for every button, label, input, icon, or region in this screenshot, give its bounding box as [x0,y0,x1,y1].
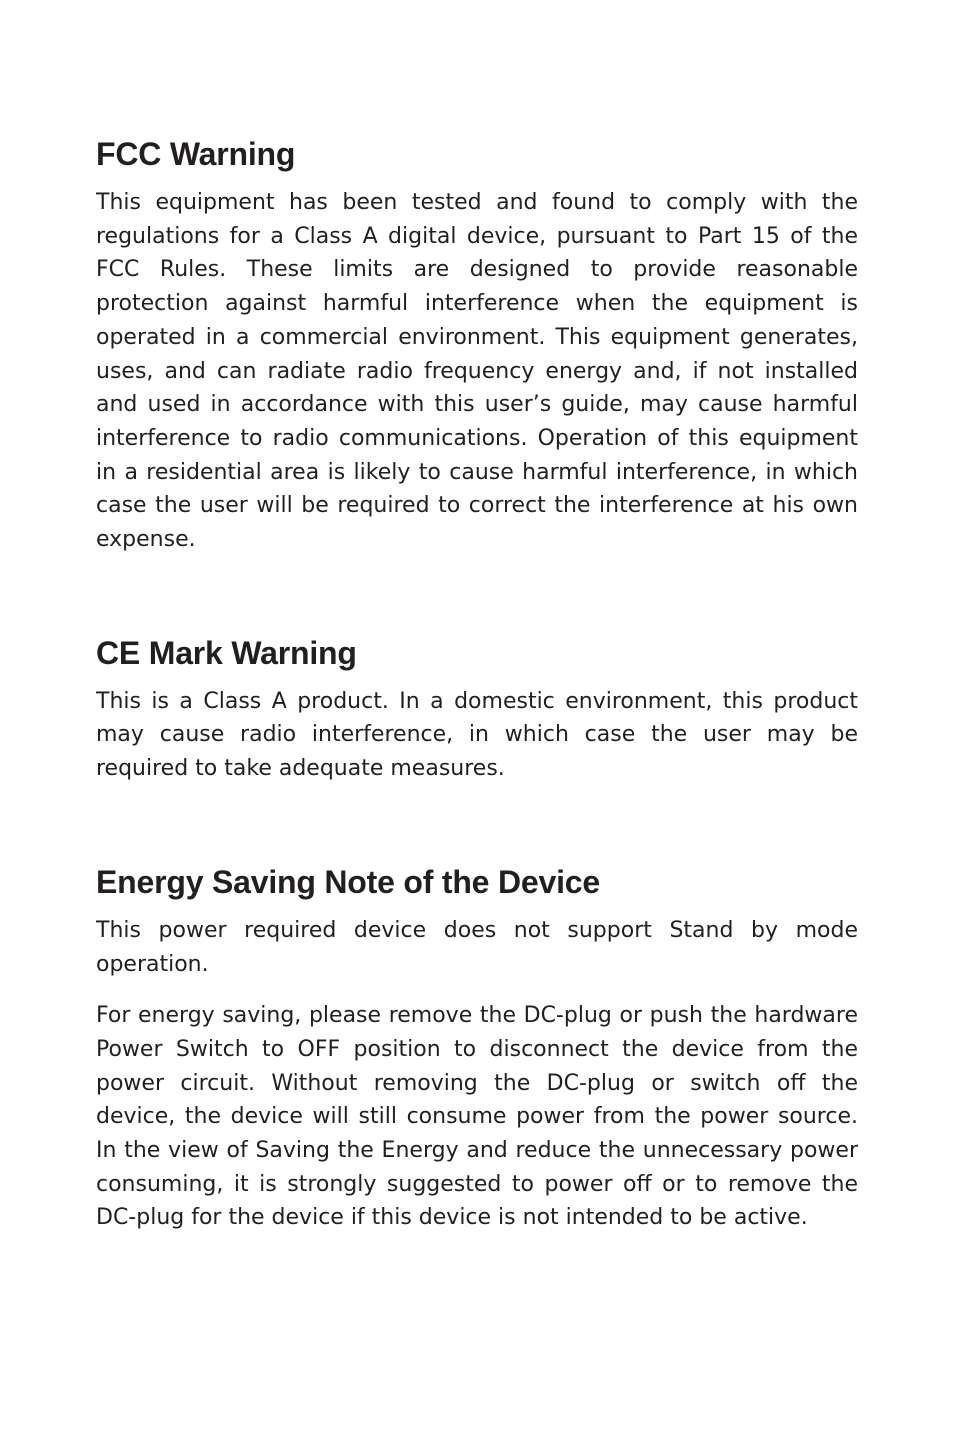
section-paragraph: This is a Class A product. In a domestic environment, this product may cause radio interference, in which case the user may be required to take adequate measures. [96,688,858,782]
section-paragraph: For energy saving, please remove the DC-plug or push the hardware Power Switch to OFF position to disconnect the device from the power circuit. Without removing the DC-plug or switch off the device, the device will still consume power from the power source. In the view of Saving the Energy and reduce the unnecessary power consuming, it is strongly suggested to power off or to remove the DC-plug for the device if this device is not intended to be active. [96,1003,858,1231]
section-title: CE Mark Warning [96,634,357,671]
section-paragraph: This equipment has been tested and found to comply with the regulations for a Class A digital device, pursuant to Part 15 of the FCC Rules. These limits are designed to provide reasonable protection against harmful interference when the equipment is operated in a commercial environment. This equipment generates, uses, and can radiate radio frequency energy and, if not installed and used in accordance with this user’s guide, may cause harmful interference to radio communications. Operation of this equipment in a residential area is likely to cause harmful interference, in which case the user will be required to correct the interference at his own expense. [96,190,858,553]
section-title: Energy Saving Note of the Device [96,863,600,900]
document-page [96,134,858,1235]
ce-mark-warning-section [96,633,858,786]
energy-saving-note-section [96,862,858,1235]
section-paragraph: This power required device does not support Stand by mode operation. [96,917,858,977]
section-title: FCC Warning [96,136,296,172]
fcc-warning-section [96,134,858,557]
